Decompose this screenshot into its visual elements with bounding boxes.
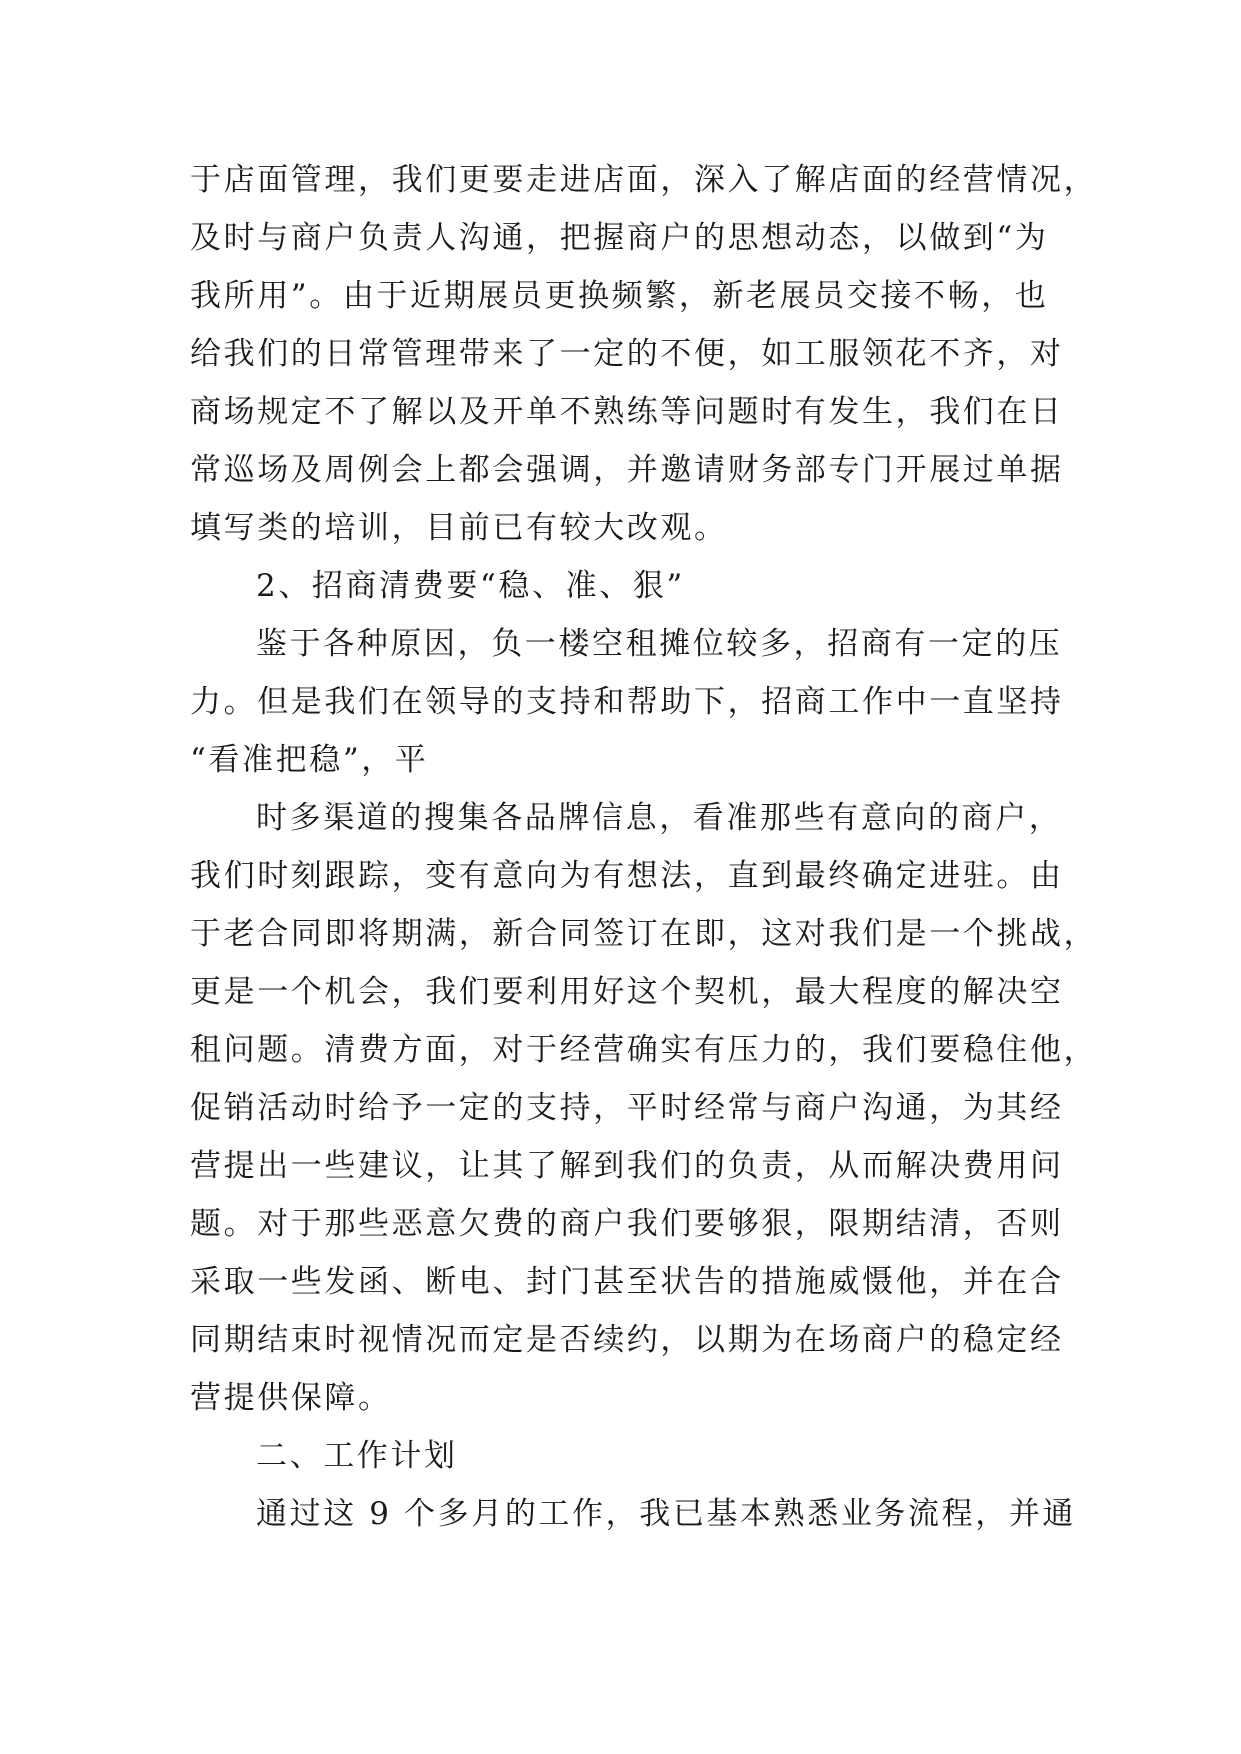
paragraph-line: “看准把稳”，平: [190, 742, 429, 778]
paragraph-line: 力。但是我们在领导的支持和帮助下，招商工作中一直坚持: [190, 684, 1064, 720]
paragraph-line: 同期结束时视情况而定是否续约，以期为在场商户的稳定经: [190, 1322, 1064, 1358]
paragraph-line: 于老合同即将期满，新合同签订在即，这对我们是一个挑战，: [190, 916, 1098, 952]
paragraph-line: 营提供保障。: [190, 1380, 392, 1416]
paragraph-line: 租问题。清费方面，对于经营确实有压力的，我们要稳住他，: [190, 1032, 1098, 1068]
paragraph-line: 时多渠道的搜集各品牌信息，看准那些有意向的商户，: [256, 800, 1063, 836]
paragraph-line: 营提出一些建议，让其了解到我们的负责，从而解决费用问: [190, 1148, 1064, 1184]
paragraph-line: 更是一个机会，我们要利用好这个契机，最大程度的解决空: [190, 974, 1064, 1010]
paragraph-line: 填写类的培训，目前已有较大改观。: [190, 510, 728, 546]
paragraph-line: 促销活动时给予一定的支持，平时经常与商户沟通，为其经: [190, 1090, 1064, 1126]
paragraph-line: 及时与商户负责人沟通，把握商户的思想动态，以做到“为: [190, 220, 1049, 256]
paragraph-line: 我们时刻跟踪，变有意向为有想法，直到最终确定进驻。由: [190, 858, 1064, 894]
paragraph-line: 于店面管理，我们更要走进店面，深入了解店面的经营情况，: [190, 162, 1098, 198]
section-heading: 2、招商清费要“稳、准、狠”: [256, 568, 685, 604]
paragraph-line: 常巡场及周例会上都会强调，并邀请财务部专门开展过单据: [190, 452, 1064, 488]
section-heading: 二、工作计划: [256, 1438, 458, 1474]
paragraph-line: 我所用”。由于近期展员更换频繁，新老展员交接不畅，也: [190, 278, 1049, 314]
paragraph-line: 鉴于各种原因，负一楼空租摊位较多，招商有一定的压: [256, 626, 1063, 662]
paragraph-line: 通过这 9 个多月的工作，我已基本熟悉业务流程，并通: [256, 1496, 1077, 1532]
paragraph-line: 给我们的日常管理带来了一定的不便，如工服领花不齐，对: [190, 336, 1064, 372]
paragraph-line: 采取一些发函、断电、封门甚至状告的措施威慑他，并在合: [190, 1264, 1064, 1300]
paragraph-line: 商场规定不了解以及开单不熟练等问题时有发生，我们在日: [190, 394, 1064, 430]
paragraph-line: 题。对于那些恶意欠费的商户我们要够狠，限期结清，否则: [190, 1206, 1064, 1242]
